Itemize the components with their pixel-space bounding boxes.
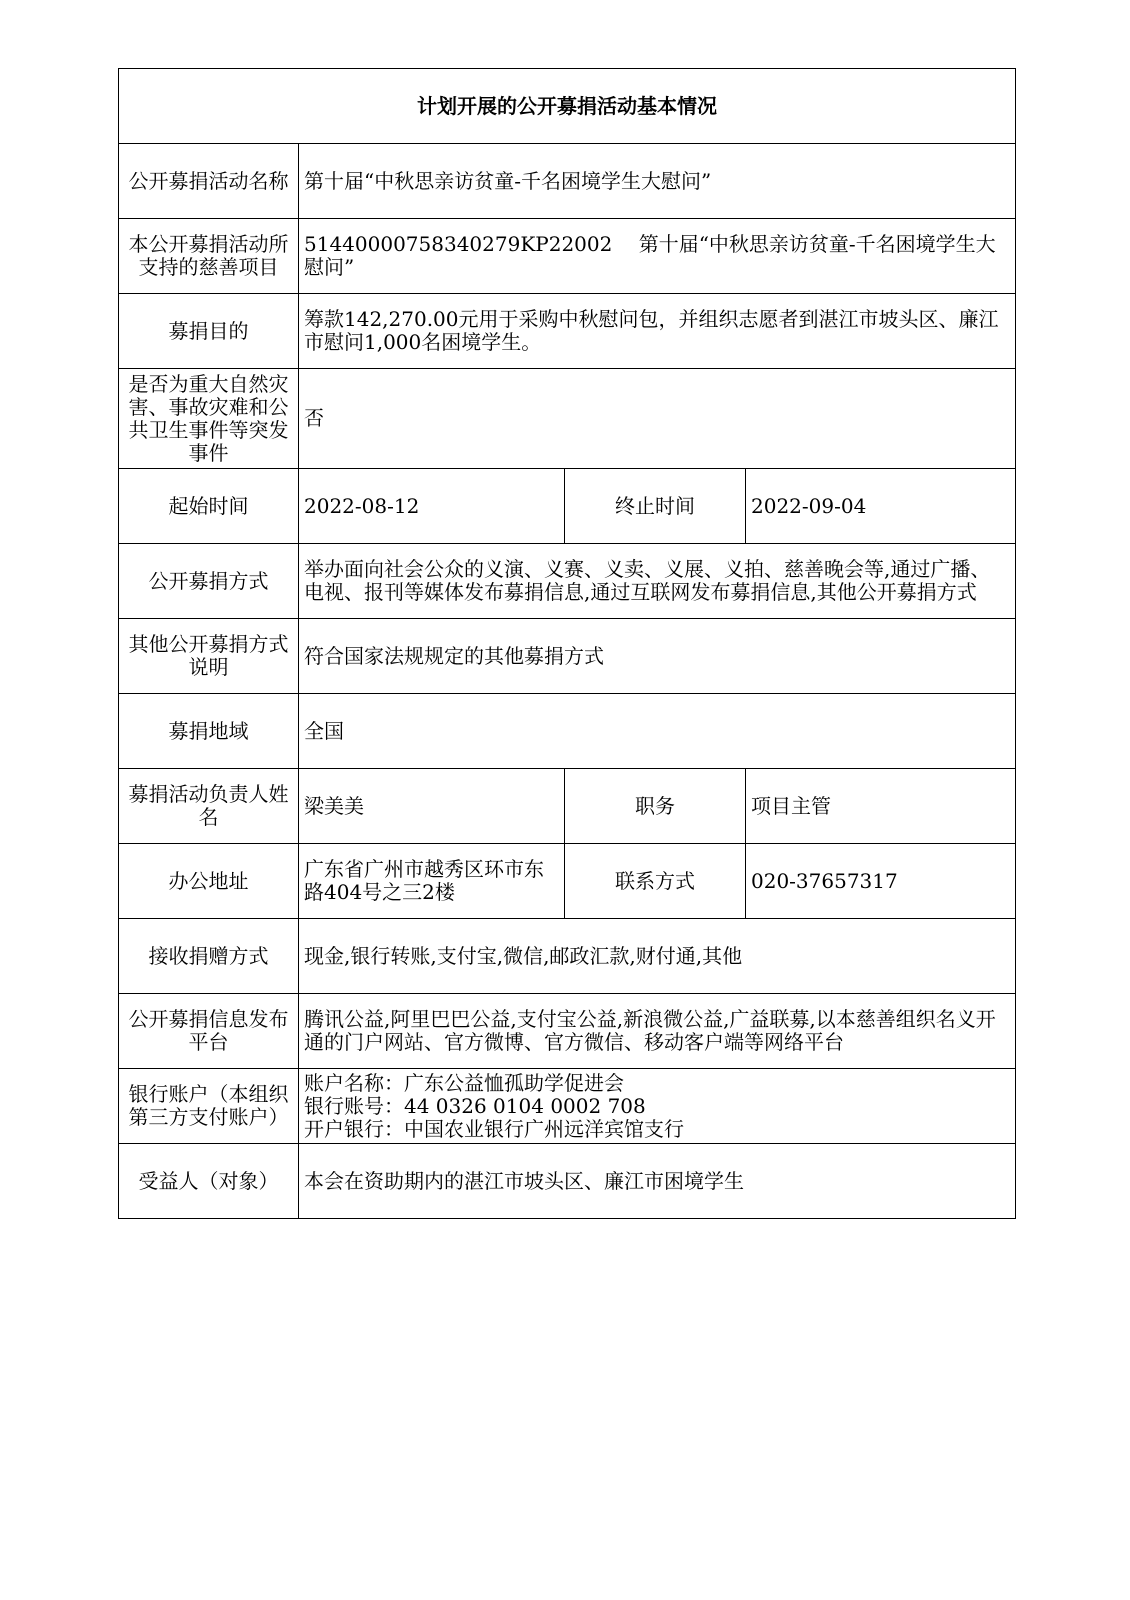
address-value: 广东省广州市越秀区环市东路404号之三2楼 <box>299 844 565 919</box>
purpose-label: 募捐目的 <box>119 294 299 369</box>
row-activity-name <box>119 144 1016 219</box>
title-row <box>119 69 1016 144</box>
row-receive <box>119 919 1016 994</box>
project-value: 51440000758340279KP22002 第十届“中秋思亲访贫童-千名困境学生大慰问” <box>299 219 1016 294</box>
other-method-label: 其他公开募捐方式说明 <box>119 619 299 694</box>
row-period <box>119 469 1016 544</box>
activity-name-value: 第十届“中秋思亲访贫童-千名困境学生大慰问” <box>299 144 1016 219</box>
bank-name: 开户银行：中国农业银行广州远洋宾馆支行 <box>304 1116 684 1141</box>
start-time-label: 起始时间 <box>119 469 299 544</box>
fundraising-info-form <box>118 68 1015 1219</box>
method-label: 公开募捐方式 <box>119 544 299 619</box>
beneficiary-label: 受益人（对象） <box>119 1144 299 1219</box>
row-other-method <box>119 619 1016 694</box>
row-bank <box>119 1069 1016 1144</box>
receive-value: 现金,银行转账,支付宝,微信,邮政汇款,财付通,其他 <box>299 919 1016 994</box>
region-value: 全国 <box>299 694 1016 769</box>
row-contact <box>119 844 1016 919</box>
activity-name-label: 公开募捐活动名称 <box>119 144 299 219</box>
method-value: 举办面向社会公众的义演、义赛、义卖、义展、义拍、慈善晚会等,通过广播、电视、报刊等媒体发布募捐信息,通过互联网发布募捐信息,其他公开募捐方式 <box>299 544 1016 619</box>
row-emergency <box>119 369 1016 469</box>
phone-value: 020-37657317 <box>746 844 1016 919</box>
purpose-value: 筹款142,270.00元用于采购中秋慰问包，并组织志愿者到湛江市坡头区、廉江市慰问1,000名困境学生。 <box>299 294 1016 369</box>
info-table <box>118 68 1016 1219</box>
row-purpose <box>119 294 1016 369</box>
beneficiary-value: 本会在资助期内的湛江市坡头区、廉江市困境学生 <box>299 1144 1016 1219</box>
row-region <box>119 694 1016 769</box>
region-label: 募捐地域 <box>119 694 299 769</box>
form-title: 计划开展的公开募捐活动基本情况 <box>119 69 1016 144</box>
bank-value <box>299 1069 1016 1144</box>
receive-label: 接收捐赠方式 <box>119 919 299 994</box>
row-project <box>119 219 1016 294</box>
bank-account-name: 账户名称：广东公益恤孤助学促进会 <box>304 1070 624 1095</box>
row-method <box>119 544 1016 619</box>
project-label: 本公开募捐活动所支持的慈善项目 <box>119 219 299 294</box>
address-label: 办公地址 <box>119 844 299 919</box>
end-time-label: 终止时间 <box>565 469 746 544</box>
row-beneficiary <box>119 1144 1016 1219</box>
person-name-value: 梁美美 <box>299 769 565 844</box>
start-time-value: 2022-08-12 <box>299 469 565 544</box>
platform-label: 公开募捐信息发布平台 <box>119 994 299 1069</box>
row-platform <box>119 994 1016 1069</box>
row-person <box>119 769 1016 844</box>
other-method-value: 符合国家法规规定的其他募捐方式 <box>299 619 1016 694</box>
phone-label: 联系方式 <box>565 844 746 919</box>
bank-account-number: 银行账号：44 0326 0104 0002 708 <box>304 1093 646 1118</box>
end-time-value: 2022-09-04 <box>746 469 1016 544</box>
emergency-value: 否 <box>299 369 1016 469</box>
emergency-label: 是否为重大自然灾害、事故灾难和公共卫生事件等突发事件 <box>119 369 299 469</box>
platform-value: 腾讯公益,阿里巴巴公益,支付宝公益,新浪微公益,广益联募,以本慈善组织名义开通的门户网站、官方微博、官方微信、移动客户端等网络平台 <box>299 994 1016 1069</box>
person-name-label: 募捐活动负责人姓名 <box>119 769 299 844</box>
position-value: 项目主管 <box>746 769 1016 844</box>
bank-label: 银行账户（本组织第三方支付账户） <box>119 1069 299 1144</box>
position-label: 职务 <box>565 769 746 844</box>
